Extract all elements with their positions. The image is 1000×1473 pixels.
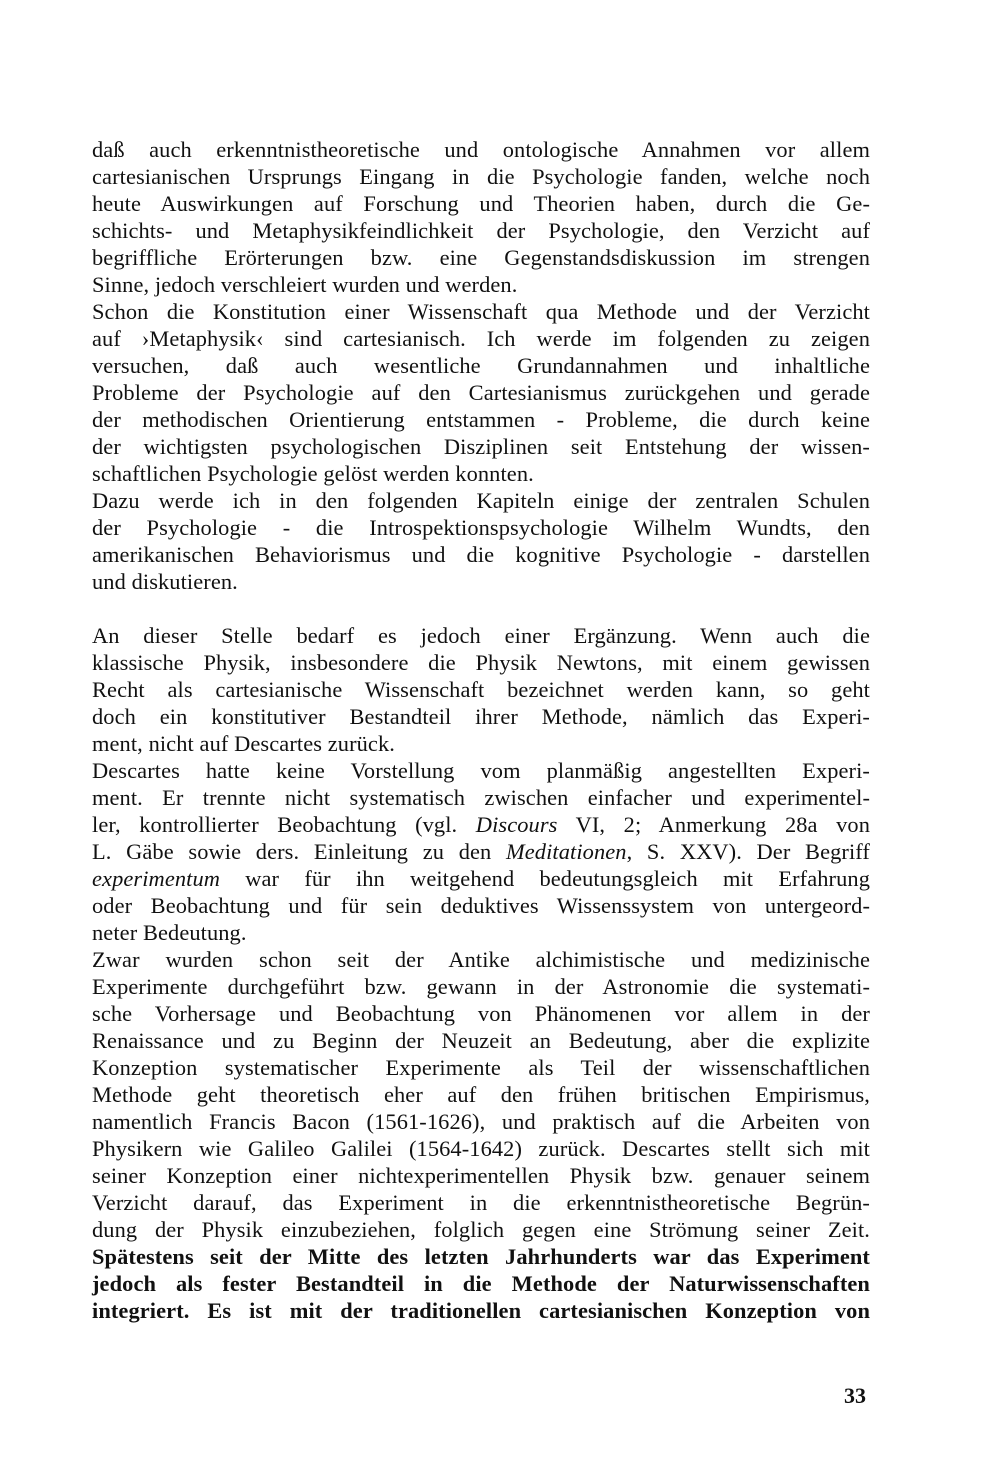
- text-line: Spätestens seit der Mitte des letzten Jahrhunderts war das Experiment: [92, 1244, 870, 1269]
- text-line: Physikern wie Galileo Galilei (1564-1642) zurück. Descartes stellt sich mit: [92, 1136, 870, 1161]
- text-line: seiner Konzeption einer nichtexperimentellen Physik bzw. genauer seinem: [92, 1163, 870, 1188]
- text-line: Verzicht darauf, das Experiment in die erkenntnistheoretische Begrün-: [92, 1190, 870, 1215]
- paragraph-6: [92, 946, 870, 1324]
- text-line: neter Bedeutung.: [92, 920, 247, 945]
- text-line: daß auch erkenntnistheoretische und ontologische Annahmen vor allem: [92, 137, 870, 162]
- paragraph-5: [92, 757, 870, 946]
- text-line: dung der Physik einzubeziehen, folglich gegen eine Strömung seiner Zeit.: [92, 1217, 870, 1242]
- text-line: Schon die Konstitution einer Wissenschaft qua Methode und der Verzicht: [92, 299, 870, 324]
- text-line: begriffliche Erörterungen bzw. eine Gegenstandsdiskussion im strengen: [92, 245, 870, 270]
- text-line: und diskutieren.: [92, 569, 238, 594]
- text-line: Sinne, jedoch verschleiert wurden und werden.: [92, 272, 518, 297]
- paragraph-4: [92, 622, 870, 757]
- text-line: doch ein konstitutiver Bestandteil ihrer Methode, nämlich das Experi-: [92, 704, 870, 729]
- paragraph-gap: [92, 595, 870, 622]
- text-line: sche Vorhersage und Beobachtung von Phänomenen vor allem in der: [92, 1001, 870, 1026]
- text-line: versuchen, daß auch wesentliche Grundannahmen und inhaltliche: [92, 353, 870, 378]
- page-body: [92, 136, 870, 1324]
- italic-term: Discours: [475, 812, 558, 837]
- text-line: auf ›Metaphysik‹ sind cartesianisch. Ich werde im folgenden zu zeigen: [92, 326, 870, 351]
- text-line: der methodischen Orientierung entstammen - Probleme, die durch keine: [92, 407, 870, 432]
- text-line: Methode geht theoretisch eher auf den frühen britischen Empirismus,: [92, 1082, 870, 1107]
- text-line: Zwar wurden schon seit der Antike alchimistische und medizinische: [92, 947, 870, 972]
- text-line: ment. Er trennte nicht systematisch zwischen einfacher und experimentel-: [92, 785, 870, 810]
- text-line: ment, nicht auf Descartes zurück.: [92, 731, 395, 756]
- paragraph-2: [92, 298, 870, 487]
- text-line: cartesianischen Ursprungs Eingang in die Psychologie fanden, welche noch: [92, 164, 870, 189]
- text-line: namentlich Francis Bacon (1561-1626), und praktisch auf die Arbeiten von: [92, 1109, 870, 1134]
- text-line-with-italic: L. Gäbe sowie ders. Einleitung zu den Meditationen, S. XXV). Der Begriff: [92, 839, 870, 864]
- text-line: Renaissance und zu Beginn der Neuzeit an Bedeutung, aber die explizite: [92, 1028, 870, 1053]
- text-line: integriert. Es ist mit der traditionellen cartesianischen Konzeption von: [92, 1298, 870, 1323]
- text-line: amerikanischen Behaviorismus und die kognitive Psychologie - darstellen: [92, 542, 870, 567]
- text-line: der Psychologie - die Introspektionspsychologie Wilhelm Wundts, den: [92, 515, 870, 540]
- italic-term: Meditationen: [506, 839, 627, 864]
- text-line: heute Auswirkungen auf Forschung und Theorien haben, durch die Ge-: [92, 191, 870, 216]
- text-line: Dazu werde ich in den folgenden Kapiteln einige der zentralen Schulen: [92, 488, 870, 513]
- italic-term: experimentum: [92, 866, 221, 891]
- text-line-with-italic: ler, kontrollierter Beobachtung (vgl. Discours VI, 2; Anmerkung 28a von: [92, 812, 871, 837]
- paragraph-3: [92, 487, 870, 595]
- text-line: Descartes hatte keine Vorstellung vom planmäßig angestellten Experi-: [92, 758, 870, 783]
- text-line: oder Beobachtung und für sein deduktives Wissenssystem von untergeord-: [92, 893, 870, 918]
- text-line: Konzeption systematischer Experimente als Teil der wissenschaftlichen: [92, 1055, 870, 1080]
- text-line: Probleme der Psychologie auf den Cartesianismus zurückgehen und gerade: [92, 380, 870, 405]
- text-line: schaftlichen Psychologie gelöst werden konnten.: [92, 461, 534, 486]
- text-line-with-italic: experimentum war für ihn weitgehend bedeutungsgleich mit Erfahrung: [92, 866, 870, 891]
- text-line: Recht als cartesianische Wissenschaft bezeichnet werden kann, so geht: [92, 677, 870, 702]
- text-line: klassische Physik, insbesondere die Physik Newtons, mit einem gewissen: [92, 650, 870, 675]
- page-number: 33: [844, 1383, 866, 1408]
- text-line: Experimente durchgeführt bzw. gewann in der Astronomie die systemati-: [92, 974, 870, 999]
- text-line: der wichtigsten psychologischen Disziplinen seit Entstehung der wissen-: [92, 434, 870, 459]
- paragraph-1: [92, 136, 870, 298]
- text-line: jedoch als fester Bestandteil in die Methode der Naturwissenschaften: [92, 1271, 870, 1296]
- text-line: schichts- und Metaphysikfeindlichkeit der Psychologie, den Verzicht auf: [92, 218, 870, 243]
- text-line: An dieser Stelle bedarf es jedoch einer Ergänzung. Wenn auch die: [92, 623, 870, 648]
